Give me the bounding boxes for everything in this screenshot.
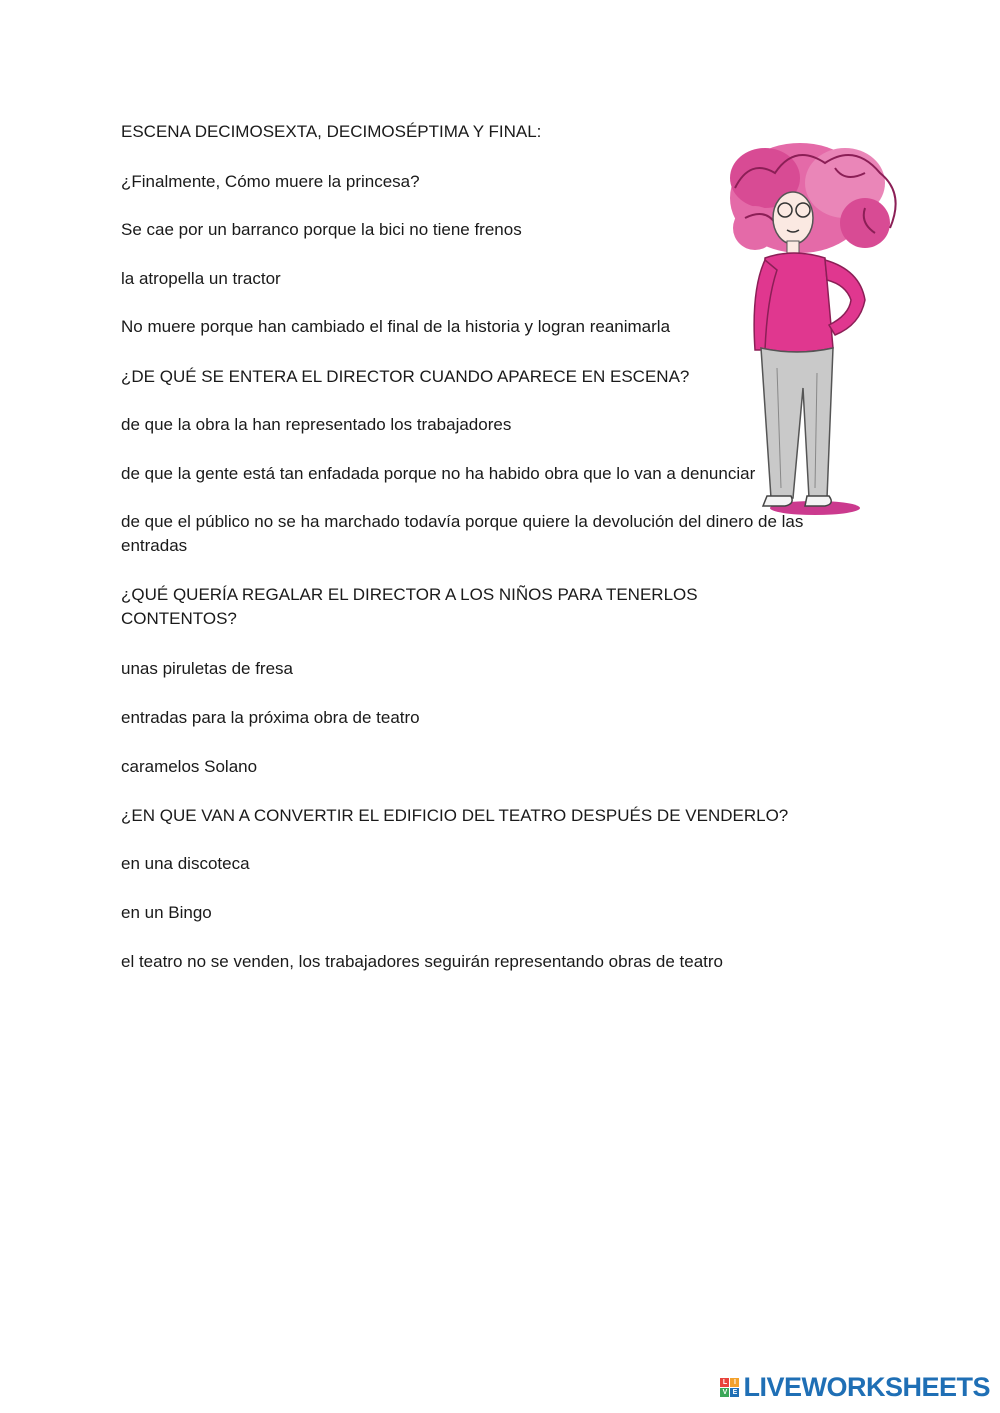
answer-option[interactable]: en una discoteca [121, 854, 250, 873]
answer-option[interactable]: unas piruletas de fresa [121, 659, 293, 678]
answer-option[interactable]: caramelos Solano [121, 757, 258, 776]
answer-option[interactable]: entradas para la próxima obra de teatro [121, 708, 420, 727]
answer-option[interactable]: No muere porque han cambiado el final de la historia y logran reanimarla [121, 317, 671, 336]
face-shape [773, 192, 813, 244]
answer-option[interactable]: de que el público no se ha marchado todavía porque quiere la devolución del dinero de las entradas [121, 512, 804, 555]
question-4: ¿EN QUE VAN A CONVERTIR EL EDIFICIO DEL TEATRO DESPUÉS DE VENDERLO? [121, 806, 789, 825]
answer-option[interactable]: en un Bingo [121, 903, 212, 922]
section-title: ESCENA DECIMOSEXTA, DECIMOSÉPTIMA Y FINAL: [121, 122, 542, 141]
answer-option[interactable]: Se cae por un barranco porque la bici no tiene frenos [121, 220, 522, 239]
hair-shape [730, 143, 896, 253]
answer-option[interactable]: el teatro no se venden, los trabajadores seguirán representando obras de teatro [121, 952, 724, 971]
question-3: ¿QUÉ QUERÍA REGALAR EL DIRECTOR A LOS NIÑOS PARA TENERLOS CONTENTOS? [121, 585, 698, 628]
logo-mark-icon: L I V E [720, 1378, 739, 1397]
question-2: ¿DE QUÉ SE ENTERA EL DIRECTOR CUANDO APARECE EN ESCENA? [121, 367, 690, 386]
girl-illustration [715, 128, 915, 528]
logo-text: LIVEWORKSHEETS [743, 1371, 990, 1402]
answer-option[interactable]: de que la gente está tan enfadada porque no ha habido obra que lo van a denunciar [121, 464, 756, 483]
shoe-shape [763, 496, 792, 506]
answer-option[interactable]: la atropella un tractor [121, 269, 281, 288]
pants-shape [761, 348, 833, 498]
question-1: ¿Finalmente, Cómo muere la princesa? [121, 172, 420, 191]
liveworksheets-logo [720, 1367, 990, 1407]
answer-option[interactable]: de que la obra la han representado los trabajadores [121, 415, 512, 434]
